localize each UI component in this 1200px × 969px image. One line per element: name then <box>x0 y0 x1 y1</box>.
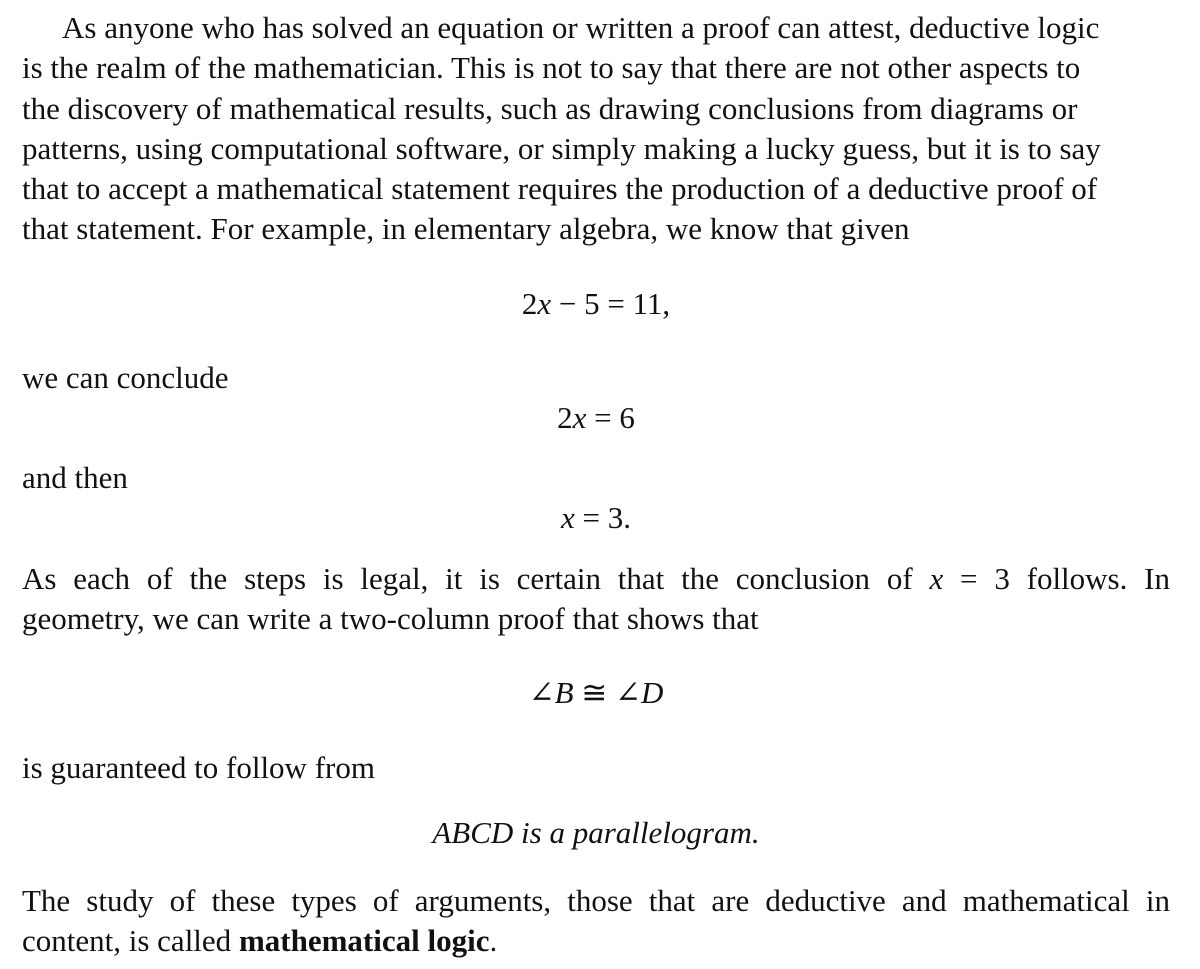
then-text: and then <box>22 460 128 495</box>
intro-line-1: As anyone who has solved an equation or written a proof can attest, deductive logic <box>62 10 1100 45</box>
follow-line <box>22 748 1170 788</box>
term-mathematical-logic: mathematical logic <box>238 923 490 959</box>
intro-line-4: patterns, using computational software, or simply making a lucky guess, but it is to say <box>22 130 1101 166</box>
closing-line-2 <box>22 921 1170 961</box>
eq1-rest: − 5 = 11, <box>551 286 671 321</box>
steps-line-1-b: = 3 follows. In <box>943 561 1170 596</box>
conclude-text: we can conclude <box>22 360 229 395</box>
steps-line-1-a: As each of the steps is legal, it is certain that the conclusion of <box>22 561 930 596</box>
closing-paragraph <box>22 881 1170 962</box>
eq2-rest: = 6 <box>586 400 635 435</box>
equation-3 <box>22 498 1170 538</box>
intro-line-5: that to accept a mathematical statement requires the production of a deductive proof of <box>22 171 1098 207</box>
closing-line-1: The study of these types of arguments, those that are deductive and mathematical in <box>22 883 1170 918</box>
equation-1 <box>22 284 1170 324</box>
congruent-symbol: ≅ <box>573 675 616 710</box>
eq2-coefficient: 2 <box>557 400 573 435</box>
eq1-coefficient: 2 <box>521 286 538 321</box>
conclude-line <box>22 358 1170 398</box>
intro-line-6: that statement. For example, in elementary algebra, we know that given <box>22 211 910 247</box>
follow-text: is guaranteed to follow from <box>22 750 375 785</box>
equation-2 <box>22 398 1170 438</box>
eq1-variable: x <box>537 286 552 321</box>
then-line <box>22 458 1170 498</box>
parallelogram-text: ABCD is a parallelogram. <box>432 815 760 850</box>
eq2-variable: x <box>572 400 587 435</box>
intro-line-2: is the realm of the mathematician. This is not to say that there are not other aspects to <box>22 50 1081 86</box>
steps-line-1-var: x <box>929 561 944 596</box>
steps-line-2: geometry, we can write a two-column proof that shows that <box>22 601 759 637</box>
intro-paragraph <box>22 8 1170 250</box>
steps-paragraph <box>22 559 1170 640</box>
eq3-rest: = 3. <box>574 500 631 535</box>
angle-right: ∠D <box>615 675 664 710</box>
closing-line-2-a: content, is called <box>22 923 239 959</box>
intro-line-3: the discovery of mathematical results, such as drawing conclusions from diagrams or <box>22 90 1078 126</box>
eq3-variable: x <box>561 500 575 535</box>
closing-line-2-b: . <box>489 923 498 959</box>
angle-left: ∠B <box>528 675 574 710</box>
steps-line-1 <box>22 559 1170 599</box>
angle-congruence <box>22 673 1170 713</box>
parallelogram-statement <box>22 813 1170 853</box>
